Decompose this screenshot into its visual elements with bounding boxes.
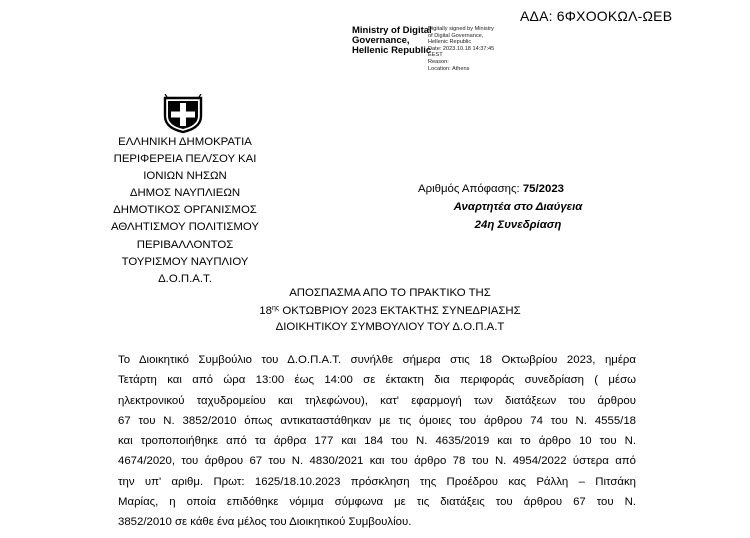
body-line: 67 του Ν. 3852/2010 όπως αντικαταστάθηκαν με τις όμοιες του άρθρου 74 του Ν. 4555/18 <box>118 414 636 427</box>
decision-number-value: 75/2023 <box>522 183 565 195</box>
signature-detail-line: of Digital Governance, <box>428 32 484 39</box>
body-line: 3852/2010 σε κάθε ένα μέλος του Διοικητικού Συμβουλίου. <box>118 516 412 529</box>
signature-details <box>428 26 523 72</box>
body-paragraph <box>118 350 636 533</box>
heading-day-suffix: ης <box>271 305 280 312</box>
body-line: ηλεκτρονικού ταχυδρομείου και τηλεφώνου), κατ' εφαρμογή των διατάξεων του άρθρου <box>118 394 636 407</box>
heading-day: 18 <box>259 305 272 317</box>
signature-detail-line: Location: Athens <box>428 65 470 72</box>
heading-line-1: ΑΠΟΣΠΑΣΜΑ ΑΠΟ ΤΟ ΠΡΑΚΤΙΚΟ ΤΗΣ <box>289 287 491 299</box>
issuer-line: ΠΕΡΙΦΕΡΕΙΑ ΠΕΛ/ΣΟΥ ΚΑΙ <box>113 153 257 166</box>
body-line: Μαρίας, η οποία επιδόθηκε νόμιμα σύμφωνα με τις διατάξεις του άρθρου 67 του Ν. <box>118 496 636 509</box>
decision-info <box>418 180 618 234</box>
decision-number-row <box>418 180 618 198</box>
diavgeia-note: Αναρτητέα στο Διαύγεια <box>453 201 583 213</box>
signature-detail-line: Digitally signed by Ministry <box>428 26 494 32</box>
extract-heading <box>200 285 580 335</box>
issuer-block <box>100 134 270 288</box>
heading-line-2 <box>200 301 580 319</box>
ada-identifier: ΑΔΑ: 6ΦΧΟΟΚΩΛ-ΩΕΒ <box>520 8 673 24</box>
issuer-line: ΙΟΝΙΩΝ ΝΗΣΩΝ <box>143 170 227 183</box>
body-line: Τετάρτη και από ώρα 13:00 έως 14:00 σε έκτακτη δια περιφοράς συνεδρίαση ( μέσω <box>118 374 636 387</box>
signature-org-line: Hellenic Republic <box>352 45 432 56</box>
decision-number-label: Αριθμός Απόφασης: <box>418 183 520 195</box>
signature-org-line: Ministry of Digital <box>352 25 432 36</box>
issuer-line: Δ.Ο.Π.Α.Τ. <box>158 272 212 285</box>
signature-detail-line: Hellenic Republic <box>428 39 472 46</box>
body-line: Το Διοικητικό Συμβούλιο του Δ.Ο.Π.Α.Τ. συνήλθε σήμερα στις 18 Οκτωβρίου 2023, ημέρα <box>118 354 636 366</box>
heading-line-3: ΔΙΟΙΚΗΤΙΚΟΥ ΣΥΜΒΟΥΛΙΟΥ ΤΟΥ Δ.Ο.Π.Α.Τ <box>275 321 505 333</box>
signature-detail-line: Date: 2023.10.18 14:37:45 <box>428 45 495 52</box>
session-number: 24η Συνεδρίαση <box>474 219 562 231</box>
signature-detail-line: EEST <box>428 52 443 59</box>
signature-detail-line: Reason: <box>428 58 449 65</box>
body-line: 4674/2020, του άρθρου 67 του Ν. 4830/2021 και του άρθρο 78 του Ν. 4954/2022 ύστερα από <box>118 455 636 468</box>
signature-organization <box>352 26 432 56</box>
issuer-line: ΠΕΡΙΒΑΛΛΟΝΤΟΣ <box>136 238 234 251</box>
hellenic-emblem-icon <box>163 94 203 134</box>
signature-org-line: Governance, <box>352 35 410 46</box>
issuer-line: ΤΟΥΡΙΣΜΟΥ ΝΑΥΠΛΙΟΥ <box>121 255 249 268</box>
heading-date-rest: ΟΚΤΩΒΡΙΟΥ 2023 ΕΚΤΑΚΤΗΣ ΣΥΝΕΔΡΙΑΣΗΣ <box>282 305 521 317</box>
body-line: την υπ' αριθμ. Πρωτ: 1625/18.10.2023 πρόσκληση της Προέδρου κας Ράλλη – Πιτσάκη <box>118 475 636 488</box>
issuer-line: ΑΘΛΗΤΙΣΜΟΥ ΠΟΛΙΤΙΣΜΟΥ <box>111 221 259 234</box>
issuer-line: ΔΗΜΟΣ ΝΑΥΠΛΙΕΩΝ <box>129 187 241 200</box>
body-line: και τροποποιήθηκε από τα άρθρα 177 και 184 του Ν. 4635/2019 και το άρθρο 10 του Ν. <box>118 435 636 448</box>
issuer-line: ΕΛΛΗΝΙΚΗ ΔΗΜΟΚΡΑΤΙΑ <box>118 136 252 148</box>
issuer-line: ΔΗΜΟΤΙΚΟΣ ΟΡΓΑΝΙΣΜΟΣ <box>113 204 257 217</box>
